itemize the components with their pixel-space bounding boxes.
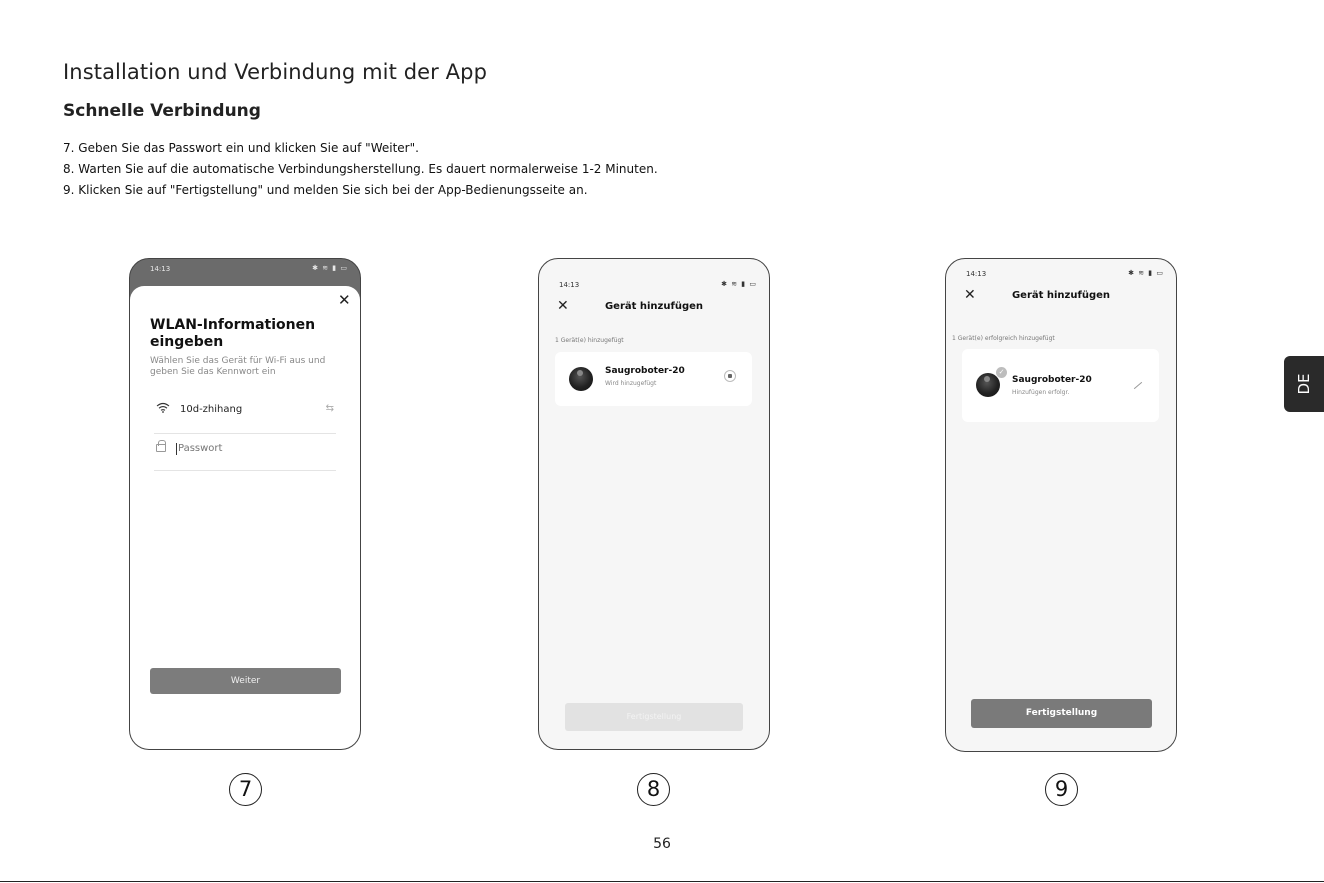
next-button[interactable]: Weiter bbox=[150, 668, 341, 694]
phone-screen-7 bbox=[129, 258, 361, 750]
instruction-step-9: 9. Klicken Sie auf "Fertigstellung" und melden Sie sich bei der App-Bedienungsseite an. bbox=[63, 183, 588, 197]
bottom-rule bbox=[0, 881, 1324, 882]
edit-icon[interactable] bbox=[1134, 382, 1142, 389]
instruction-list bbox=[63, 138, 658, 201]
device-name: Saugroboter-20 bbox=[1012, 375, 1092, 385]
status-icons: ✱ ≋ ▮ ▭ bbox=[721, 280, 757, 288]
device-card[interactable] bbox=[962, 349, 1159, 422]
language-tab bbox=[1284, 356, 1324, 412]
close-icon[interactable]: ✕ bbox=[557, 298, 569, 314]
page-number: 56 bbox=[653, 836, 671, 852]
check-icon: ✓ bbox=[996, 367, 1007, 378]
finish-button[interactable]: Fertigstellung bbox=[971, 699, 1152, 728]
status-bar bbox=[946, 259, 1176, 279]
status-time: 14:13 bbox=[150, 265, 171, 273]
step-number-8: 8 bbox=[637, 773, 670, 806]
wifi-name: 10d-zhihang bbox=[180, 404, 243, 415]
status-icons: ✱ ≋ ▮ ▭ bbox=[1128, 269, 1164, 277]
phone-screen-9 bbox=[945, 258, 1177, 752]
status-bar bbox=[130, 259, 360, 279]
finish-button-disabled[interactable]: Fertigstellung bbox=[565, 703, 743, 731]
wifi-sheet bbox=[130, 286, 360, 749]
close-icon[interactable]: ✕ bbox=[964, 287, 976, 303]
close-icon[interactable]: ✕ bbox=[338, 291, 351, 309]
instruction-step-8: 8. Warten Sie auf die automatische Verbindungsherstellung. Es dauert normalerweise 1-2 Minuten. bbox=[63, 162, 658, 176]
sheet-title: WLAN-Informationen eingeben bbox=[150, 317, 316, 350]
step-number-7: 7 bbox=[229, 773, 262, 806]
text-cursor bbox=[176, 443, 177, 455]
page-subtitle: Schnelle Verbindung bbox=[63, 101, 261, 121]
status-time: 14:13 bbox=[966, 270, 987, 278]
status-icons: ✱ ≋ ▮ ▭ bbox=[312, 264, 348, 272]
password-row bbox=[154, 441, 336, 471]
device-card[interactable] bbox=[555, 352, 752, 406]
device-status: Wird hinzugefügt bbox=[605, 380, 657, 387]
wifi-icon bbox=[156, 402, 170, 416]
screen-title: Gerät hinzufügen bbox=[604, 301, 704, 312]
robot-vacuum-icon bbox=[976, 373, 1000, 397]
robot-vacuum-icon bbox=[569, 367, 593, 391]
loading-icon bbox=[724, 370, 736, 382]
password-input[interactable] bbox=[178, 443, 328, 454]
phone-screen-8 bbox=[538, 258, 770, 750]
wifi-selector[interactable] bbox=[154, 400, 336, 434]
sheet-description: Wählen Sie das Gerät für Wi-Fi aus und geben Sie das Kennwort ein bbox=[150, 356, 326, 377]
device-count: 1 Gerät(e) erfolgreich hinzugefügt bbox=[952, 335, 1055, 342]
instruction-step-7: 7. Geben Sie das Passwort ein und klicken Sie auf "Weiter". bbox=[63, 141, 419, 155]
screen-title: Gerät hinzufügen bbox=[1011, 290, 1111, 301]
device-count: 1 Gerät(e) hinzugefügt bbox=[555, 337, 624, 344]
status-time: 14:13 bbox=[559, 281, 580, 289]
step-number-9: 9 bbox=[1045, 773, 1078, 806]
lock-icon bbox=[156, 444, 166, 452]
status-bar bbox=[539, 259, 769, 289]
page-title: Installation und Verbindung mit der App bbox=[63, 60, 488, 84]
device-status: Hinzufügen erfolgr. bbox=[1012, 389, 1070, 396]
device-name: Saugroboter-20 bbox=[605, 366, 685, 376]
language-label: DE bbox=[1295, 373, 1313, 395]
swap-icon[interactable]: ⇆ bbox=[325, 403, 334, 414]
